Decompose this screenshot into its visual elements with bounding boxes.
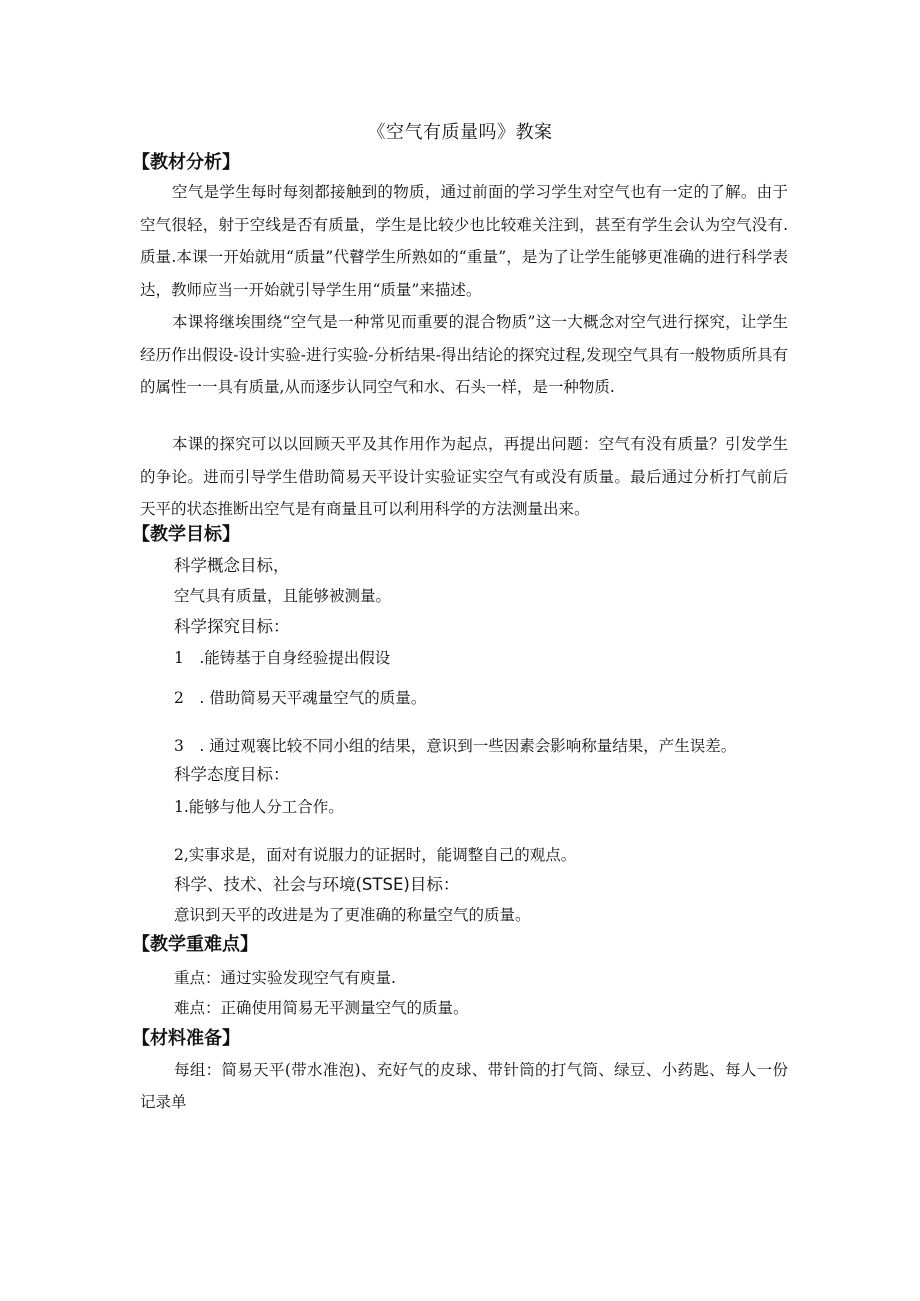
section-heading-goals: 【教学目标】 bbox=[132, 524, 240, 545]
key-point-focus: 重点：通过实验发现空气有庾量. bbox=[174, 969, 396, 987]
stse-goal-text: 意识到天平的改进是为了更准确的称量空气的质量。 bbox=[174, 906, 531, 924]
attitude-goal-item: 2,实事求是，面对有说服力的证据时，能调整自己的观点。 bbox=[174, 846, 577, 864]
concept-goal-text: 空气具有质量，且能够被测量。 bbox=[174, 587, 392, 605]
stse-goal-heading: 科学、技术、社会与环境(STSE)目标： bbox=[174, 875, 460, 894]
inquiry-goal-item: 1 .能铸基于自身经验提出假设 bbox=[174, 649, 391, 667]
key-point-difficulty: 难点：正确使用简易无平测量空气的质量。 bbox=[174, 999, 469, 1017]
attitude-goal-heading: 科学态度目标： bbox=[174, 765, 290, 784]
attitude-goal-item: 1.能够与他人分工合作。 bbox=[174, 798, 344, 816]
section-heading-key-points: 【教学重难点】 bbox=[132, 934, 258, 955]
analysis-paragraph-2: 本课将继埃围绕“空气是一种常见而重要的混合物质”这一大概念对空气进行探究，让学生经历作出假设-设计实验-进行实验-分析结果-得出结论的探究过程,发现空气具有一般物质所具有的属性一一具有质量,从而逐步认同空气和水、石头一样，是一种物质. bbox=[140, 313, 788, 396]
analysis-paragraph-3: 本课的探究可以以回顾天平及其作用作为起点，再提出问题：空气有没有质量？引发学生的争论。进而引导学生借助简易天平设计实验证实空气有或没有质量。最后通过分析打气前后天平的状态推断出空气是有商量且可以利用科学的方法测量出来。 bbox=[140, 435, 788, 518]
document-title: 《空气有质量吗》教案 bbox=[367, 122, 553, 143]
concept-goal-heading: 科学概念目标， bbox=[174, 556, 290, 575]
section-heading-materials: 【材料准备】 bbox=[132, 1028, 240, 1049]
materials-text: 每组：简易天平(带水准泡)、充好气的皮球、带针筒的打气筒、绿豆、小药匙、每人一份记录单 bbox=[140, 1061, 788, 1111]
inquiry-goal-item: 3 . 通过观褰比较不同小组的结果，意识到一些因素会影响称量结果，产生误差。 bbox=[174, 737, 737, 755]
inquiry-goal-item: 2 . 借助简易天平魂量空气的质量。 bbox=[174, 689, 427, 707]
section-heading-analysis: 【教材分析】 bbox=[132, 152, 240, 173]
analysis-paragraph-1: 空气是学生每时每刻都接触到的物质，通过前面的学习学生对空气也有一定的了解。由于空气很轻，射于空线是否有质量，学生是比较少也比较难关注到，甚至有学生会认为空气没有.质量.本课一开始就用“质量”代瞽学生所熟如的“重量”，是为了让学生能够更准确的进行科学表达，教师应当一开始就引导学生用“质量”来描述。 bbox=[140, 183, 788, 299]
inquiry-goal-heading: 科学探究目标： bbox=[174, 617, 290, 636]
